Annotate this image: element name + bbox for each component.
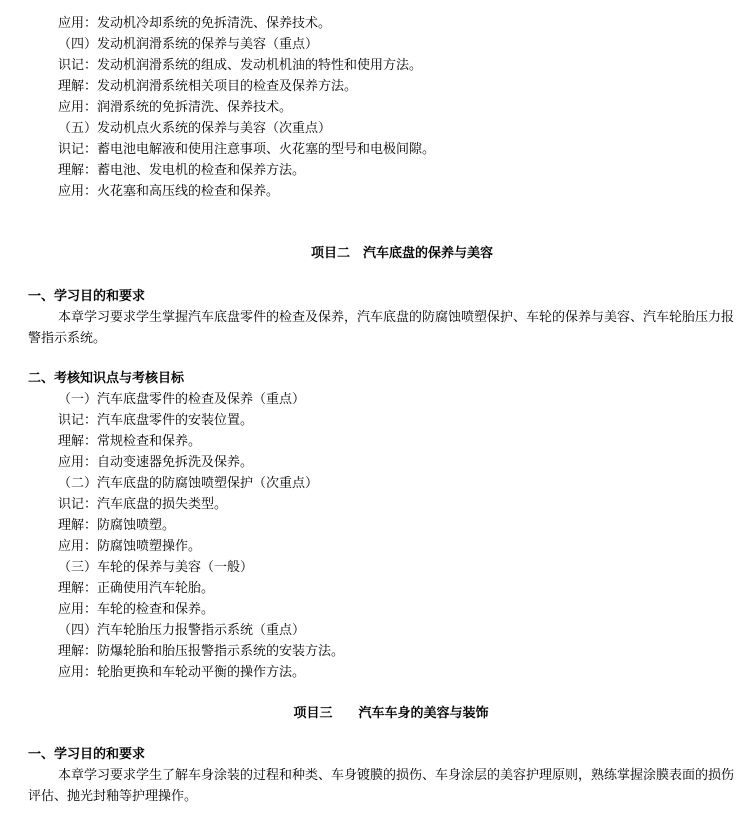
text-line: 应用：发动机冷却系统的免拆清洗、保养技术。 (58, 16, 332, 31)
text-line: 识记：汽车底盘的损失类型。 (58, 497, 228, 512)
text-line: 应用：车轮的检查和保养。 (58, 602, 215, 617)
subsection-heading: （五）发动机点火系统的保养与美容（次重点） (58, 121, 332, 136)
project-title: 项目三 汽车车身的美容与装饰 (293, 706, 489, 721)
text-line: 理解：常规检查和保养。 (58, 434, 202, 449)
paragraph: 本章学习要求学生掌握汽车底盘零件的检查及保养，汽车底盘的防腐蚀喷塑保护、车轮的保养与美容、汽车轮胎压力报警指示系统。 (28, 310, 735, 346)
section-heading: 二、考核知识点与考核目标 (28, 371, 185, 386)
subsection-heading: （四）发动机润滑系统的保养与美容（重点） (58, 37, 319, 52)
text-line: 识记：蓄电池电解液和使用注意事项、火花塞的型号和电极间隙。 (58, 142, 436, 157)
text-line: 理解：蓄电池、发电机的检查和保养方法。 (58, 163, 306, 178)
text-line: 理解：防爆轮胎和胎压报警指示系统的安装方法。 (58, 644, 345, 659)
section-heading: 一、学习目的和要求 (28, 289, 146, 304)
subsection-heading: （一）汽车底盘零件的检查及保养（重点） (58, 392, 306, 407)
subsection-heading: （四）汽车轮胎压力报警指示系统（重点） (58, 623, 306, 638)
text-line: 应用：防腐蚀喷塑操作。 (58, 539, 202, 554)
section-heading: 一、学习目的和要求 (28, 747, 146, 762)
text-line: 应用：自动变速器免拆洗及保养。 (58, 455, 254, 470)
paragraph: 本章学习要求学生了解车身涂装的过程和种类、车身镀膜的损伤、车身涂层的美容护理原则，熟练掌握涂膜表面的损伤评估、抛光封釉等护理操作。 (28, 768, 735, 804)
text-line: 理解：防腐蚀喷塑。 (58, 518, 176, 533)
text-line: 应用：润滑系统的免拆清洗、保养技术。 (58, 100, 293, 115)
text-line: 应用：轮胎更换和车轮动平衡的操作方法。 (58, 665, 306, 680)
text-line: 应用：火花塞和高压线的检查和保养。 (58, 184, 280, 199)
subsection-heading: （二）汽车底盘的防腐蚀喷塑保护（次重点） (58, 476, 319, 491)
text-line: 识记：汽车底盘零件的安装位置。 (58, 413, 254, 428)
text-line: 理解：发动机润滑系统相关项目的检查及保养方法。 (58, 79, 358, 94)
text-line: 理解：正确使用汽车轮胎。 (58, 581, 215, 596)
text-line: 识记：发动机润滑系统的组成、发动机机油的特性和使用方法。 (58, 58, 423, 73)
project-title: 项目二 汽车底盘的保养与美容 (310, 246, 493, 261)
subsection-heading: （三）车轮的保养与美容（一般） (58, 560, 254, 575)
